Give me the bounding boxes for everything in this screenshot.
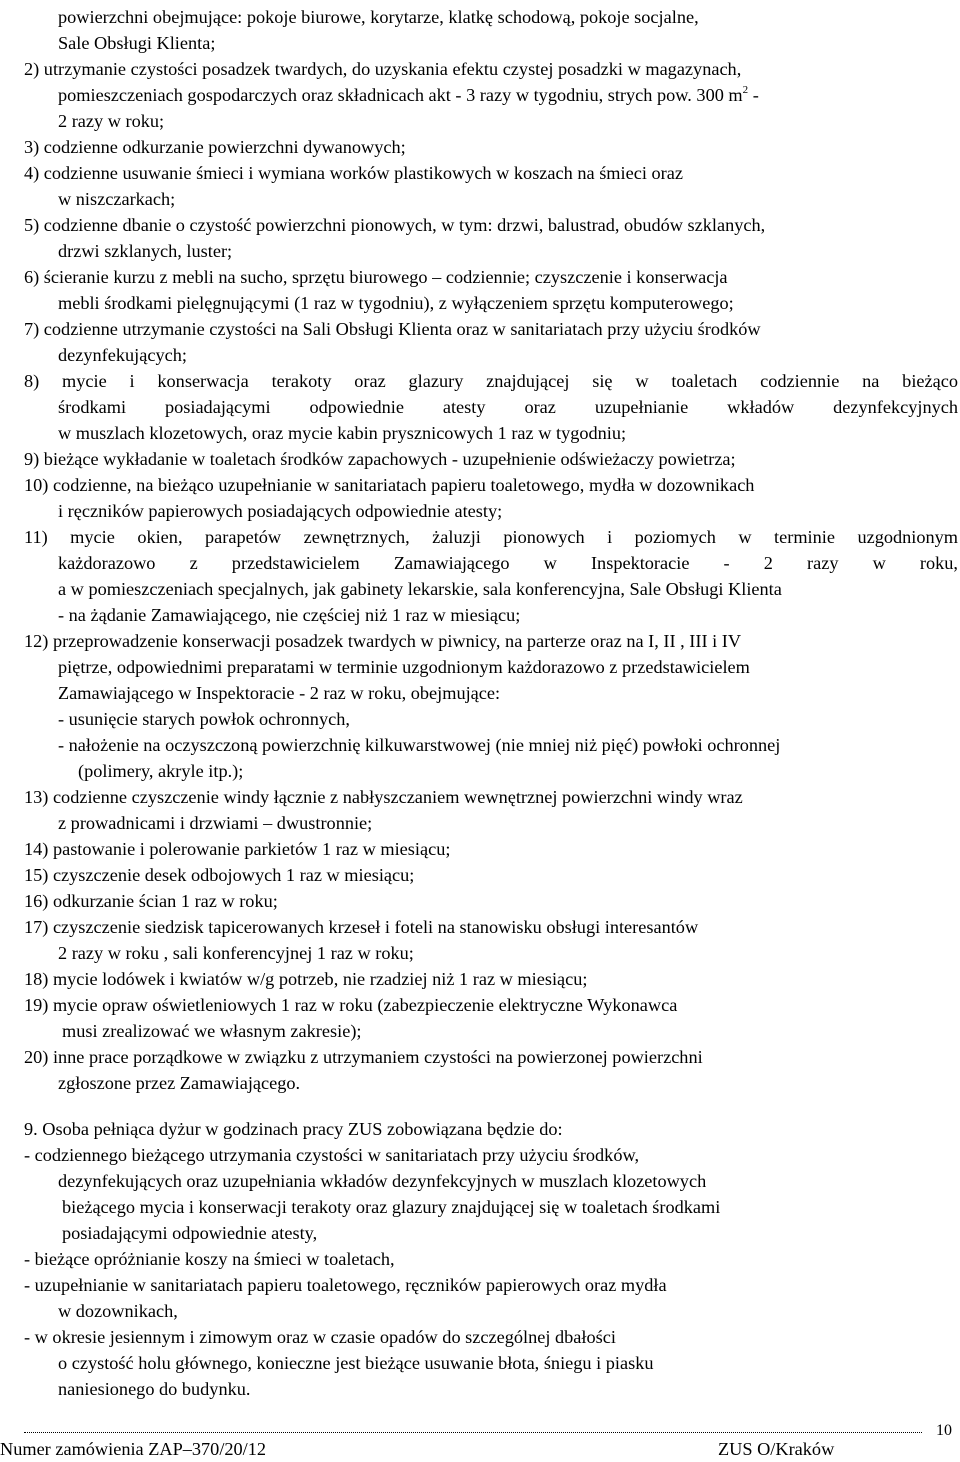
list-item-3: 3) codzienne odkurzanie powierzchni dywanowych; [24,137,406,157]
list-item-9: 9) bieżące wykładanie w toaletach środków zapachowych - uzupełnienie odświeżaczy powietrza; [24,449,736,469]
text-line: i ręczników papierowych posiadających odpowiednie atesty; [58,501,503,521]
duty-item: - codziennego bieżącego utrzymania czystości w sanitariatach przy użyciu środków, [24,1145,640,1165]
list-item-18: 18) mycie lodówek i kwiatów w/g potrzeb, nie rzadziej niż 1 raz w miesiącu; [24,969,588,989]
text-line: drzwi szklanych, luster; [58,241,233,261]
text-line: (polimery, akryle itp.); [78,761,244,781]
list-item-2: 2) utrzymanie czystości posadzek twardych, do uzyskania efektu czystej posadzki w magazynach, [24,59,742,79]
list-item-7: 7) codzienne utrzymanie czystości na Sali Obsługi Klienta oraz w sanitariatach przy użyciu środków [24,319,761,339]
duty-item: - w okresie jesiennym i zimowym oraz w czasie opadów do szczególnej dbałości [24,1327,616,1347]
sub-list-item: - usunięcie starych powłok ochronnych, [58,709,350,729]
text-line [58,82,759,108]
page-number: 10 [936,1422,952,1439]
duty-item: - bieżące opróżnianie koszy na śmieci w toaletach, [24,1249,395,1269]
text-line: w niszczarkach; [58,189,176,209]
text-line: dezynfekujących oraz uzupełniania wkładów dezynfekcyjnych w muszlach klozetowych [58,1171,707,1191]
list-item-20: 20) inne prace porządkowe w związku z utrzymaniem czystości na powierzonej powierzchni [24,1047,703,1067]
section-9-heading: 9. Osoba pełniąca dyżur w godzinach pracy ZUS zobowiązana będzie do: [24,1119,563,1139]
text-line: piętrze, odpowiednimi preparatami w terminie uzgodnionym każdorazowo z przedstawicielem [58,657,750,677]
text-line: w muszlach klozetowych, oraz mycie kabin prysznicowych 1 raz w tygodniu; [58,423,627,443]
list-item-13: 13) codzienne czyszczenie windy łącznie z nabłyszczaniem wewnętrznej powierzchni windy wraz [24,787,743,807]
list-item-11: 11) mycie okien, parapetów zewnętrznych, żaluzji pionowych i poziomych w terminie uzgodnionym [24,527,958,547]
text-line: - na żądanie Zamawiającego, nie częściej niż 1 raz w miesiącu; [58,605,521,625]
list-item-19: 19) mycie opraw oświetleniowych 1 raz w roku (zabezpieczenie elektryczne Wykonawca [24,995,678,1015]
text-line: bieżącego mycia i konserwacji terakoty oraz glazury znajdującej się w toaletach środkami [62,1197,721,1217]
text-line: Zamawiającego w Inspektoracie - 2 raz w roku, obejmujące: [58,683,501,703]
text-line-part: - [748,85,759,105]
list-item-16: 16) odkurzanie ścian 1 raz w roku; [24,891,278,911]
text-line: posiadającymi odpowiednie atesty, [62,1223,318,1243]
list-item-15: 15) czyszczenie desek odbojowych 1 raz w miesiącu; [24,865,415,885]
text-line: każdorazowo z przedstawicielem Zamawiającego w Inspektoracie - 2 razy w roku, [58,553,958,573]
sub-list-item: - nałożenie na oczyszczoną powierzchnię kilkuwarstwowej (nie mniej niż pięć) powłoki ochronnej [58,735,781,755]
list-item-17: 17) czyszczenie siedzisk tapicerowanych krzeseł i foteli na stanowisku obsługi interesantów [24,917,699,937]
text-line: a w pomieszczeniach specjalnych, jak gabinety lekarskie, sala konferencyjna, Sale Obsługi Klienta [58,579,782,599]
text-line: dezynfekujących; [58,345,187,365]
text-line-part: pomieszczeniach gospodarczych oraz składnicach akt - 3 razy w tygodniu, strych pow. 300 m [58,85,743,105]
text-line: środkami posiadającymi odpowiednie atesty oraz uzupełnianie wkładów dezynfekcyjnych [58,397,958,417]
text-line: 2 razy w roku , sali konferencyjnej 1 raz w roku; [58,943,414,963]
list-item-12: 12) przeprowadzenie konserwacji posadzek twardych w piwnicy, na parterze oraz na I, II , III i IV [24,631,742,651]
text-line: w dozownikach, [58,1301,178,1321]
text-line: zgłoszone przez Zamawiającego. [58,1073,301,1093]
text-line: naniesionego do budynku. [58,1379,251,1399]
text-line: z prowadnicami i drzwiami – dwustronnie; [58,813,373,833]
office-name: ZUS O/Kraków [718,1439,835,1459]
footer-divider [24,1424,922,1433]
list-item-14: 14) pastowanie i polerowanie parkietów 1 raz w miesiącu; [24,839,451,859]
text-line: Sale Obsługi Klienta; [58,33,216,53]
text-line: mebli środkami pielęgnującymi (1 raz w tygodniu), z wyłączeniem sprzętu komputerowego; [58,293,734,313]
list-item-6: 6) ścieranie kurzu z mebli na sucho, sprzętu biurowego – codziennie; czyszczenie i konserwacja [24,267,728,287]
duty-item: - uzupełnianie w sanitariatach papieru toaletowego, ręczników papierowych oraz mydła [24,1275,667,1295]
superscript: 2 [742,84,749,96]
text-line: o czystość holu głównego, konieczne jest bieżące usuwanie błota, śniegu i piasku [58,1353,654,1373]
list-item-8: 8) mycie i konserwacja terakoty oraz glazury znajdującej się w toaletach codziennie na bieżąco [24,371,958,391]
list-item-10: 10) codzienne, na bieżąco uzupełnianie w sanitariatach papieru toaletowego, mydła w dozownikach [24,475,755,495]
list-item-4: 4) codzienne usuwanie śmieci i wymiana worków plastikowych w koszach na śmieci oraz [24,163,683,183]
text-line: powierzchni obejmujące: pokoje biurowe, korytarze, klatkę schodową, pokoje socjalne, [58,7,699,27]
text-line: musi zrealizować we własnym zakresie); [62,1021,362,1041]
text-line: 2 razy w roku; [58,111,165,131]
order-number: Numer zamówienia ZAP–370/20/12 [0,1439,267,1459]
list-item-5: 5) codzienne dbanie o czystość powierzchni pionowych, w tym: drzwi, balustrad, obudów szklanych, [24,215,766,235]
